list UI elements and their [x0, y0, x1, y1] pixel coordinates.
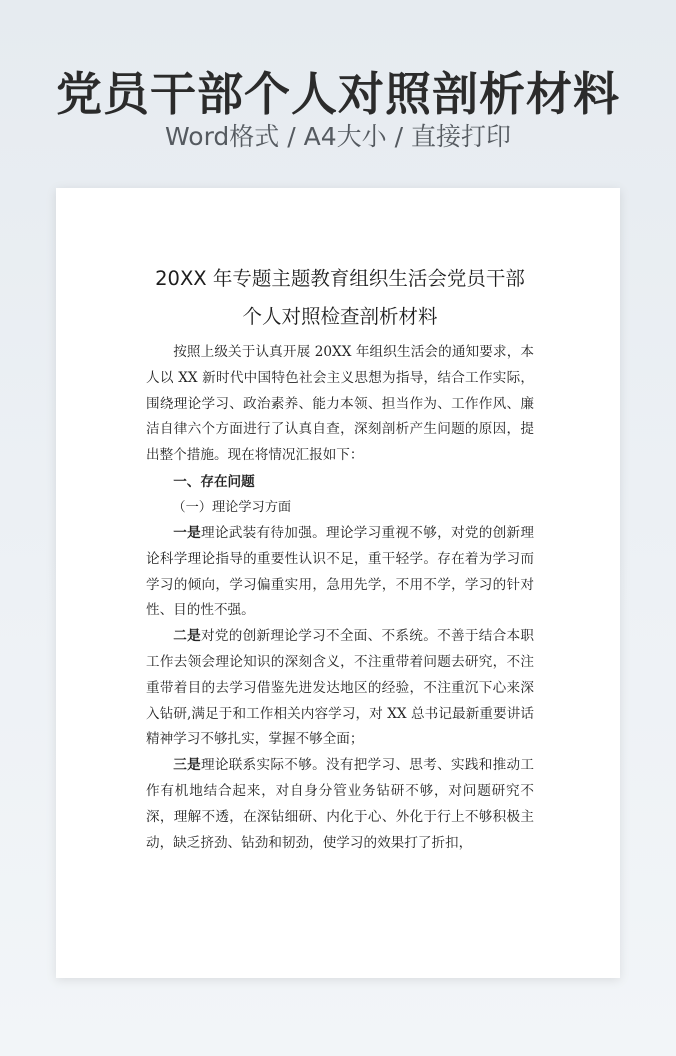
document-title: [146, 260, 534, 336]
section-heading-problems: 一、存在问题: [173, 473, 255, 490]
item-text: 理论武装有待加强。理论学习重视不够，对党的创新理论科学理论指导的重要性认识不足，重干轻学。存在着为学习而学习的倾向，学习偏重实用，急用先学，不用不学，学习的针对性、目的性不强。: [146, 524, 535, 619]
document-title-line-2: 个人对照检查剖析材料: [242, 305, 438, 328]
list-item: [146, 624, 534, 753]
document-body: [146, 260, 534, 856]
item-lead: 三是: [173, 757, 201, 774]
document-page: [56, 188, 620, 978]
document-title-line-1: 20XX 年专题主题教育组织生活会党员干部: [155, 267, 525, 290]
list-item: [146, 521, 534, 624]
subsection-heading-theory-study: （一）理论学习方面: [172, 499, 292, 515]
item-lead: 二是: [173, 628, 201, 645]
item-text: 对党的创新理论学习不全面、不系统。不善于结合本职工作去领会理论知识的深刻含义，不注重带着问题去研究，不注重带着目的去学习借鉴先进发达地区的经验，不注重沉下心来深入钻研,满足于和工作相关内容学习，对 XX 总书记最新重要讲话精神学习不够扎实，掌握不够全面；: [146, 628, 535, 748]
list-item: [146, 753, 534, 856]
banner-subtitle: Word格式 / A4大小 / 直接打印: [165, 122, 511, 151]
item-text: 理论联系实际不够。没有把学习、思考、实践和推动工作有机地结合起来，对自身分管业务钻研不够，对问题研究不深，理解不透，在深钻细研、内化于心、外化于行上不够积极主动，缺乏挤劲、钻劲和韧劲，使学习的效果打了折扣，: [146, 757, 535, 851]
banner-title: 党员干部个人对照剖析材料: [56, 67, 620, 121]
intro-paragraph: 按照上级关于认真开展 20XX 年组织生活会的通知要求，本人以 XX 新时代中国特色社会主义思想为指导，结合工作实际，围绕理论学习、政治素养、能力本领、担当作为、工作作风、廉洁自律六个方面进行了认真自查，深刻剖析产生问题的原因，提出整个措施。现在将情况汇报如下：: [146, 344, 534, 464]
item-lead: 一是: [173, 524, 201, 541]
